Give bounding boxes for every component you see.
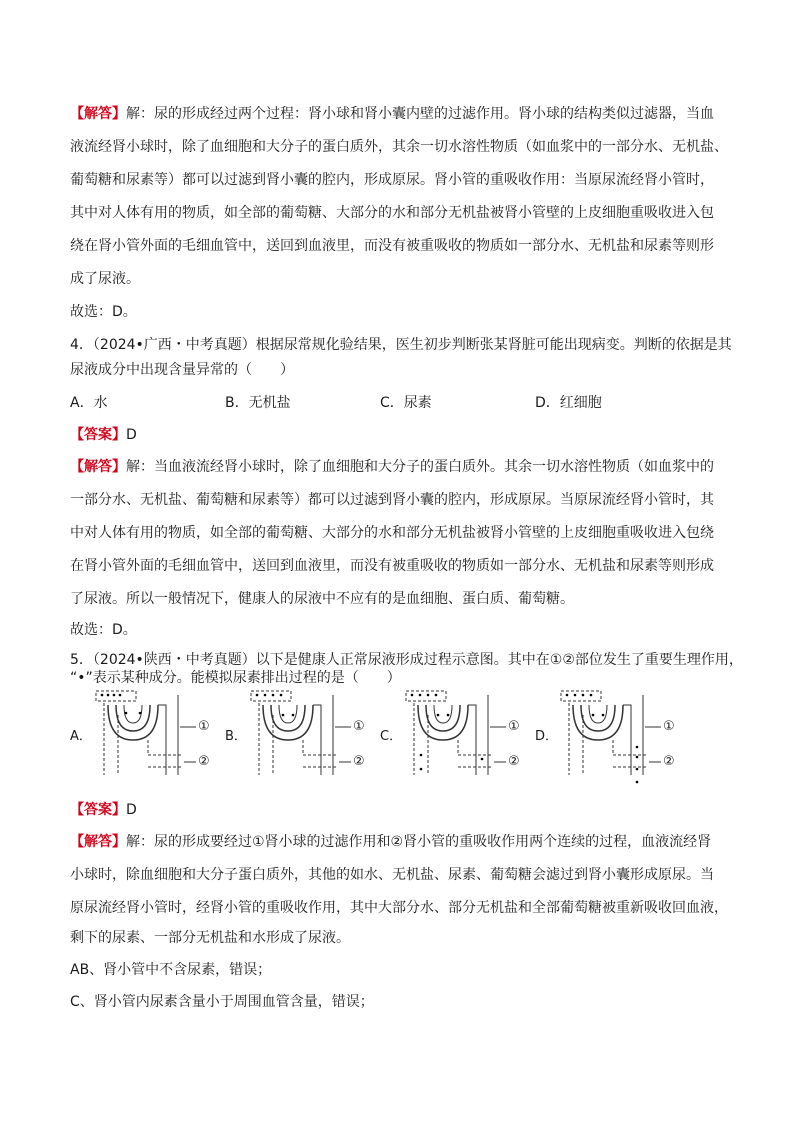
answer-tag: 【答案】 [70,802,126,818]
answer-value: D [126,427,137,443]
marker-2: ② [663,754,675,769]
explanation-line: 成了尿液。 [70,271,140,287]
explanation-line: 原尿流经肾小管时，经肾小管的重吸收作用，其中大部分水、部分无机盐和全部葡萄糖被重新吸收回血液， [70,900,728,916]
question-stem: 5．（2024•陕西・中考真题）以下是健康人正常尿液形成过程示意图。其中在①②部位发生了重要生理作用， [70,652,743,668]
marker-2: ② [198,754,210,769]
choice-line: 故选：D。 [70,622,137,638]
question-stem: 尿液成分中出现含量异常的（ ） [70,362,294,378]
explanation-text: 解：尿的形成经过两个过程：肾小球和肾小囊内壁的过滤作用。肾小球的结构类似过滤器，当血 [126,106,714,122]
explanation-line: 葡萄糖和尿素等）都可以过滤到肾小囊的腔内，形成原尿。肾小管的重吸收作用：当原尿流经肾小管时， [70,172,714,188]
marker-1: ① [198,719,210,734]
option-a: A．水 [70,395,108,411]
option-b: B．无机盐 [225,395,291,411]
explanation-tag: 【解答】 [70,459,126,475]
explanation-line [70,457,714,477]
answer-value: D [126,802,137,818]
nephron-diagram-d [553,685,683,790]
answer-line [70,800,137,820]
choice-line: 故选：D。 [70,304,137,320]
explanation-line: 在肾小管外面的毛细血管中，送回到血液里，而没有被重吸收的物质如一部分水、无机盐和尿素等则形成 [70,558,714,574]
marker-1: ① [663,719,675,734]
marker-1: ① [508,719,520,734]
option-analysis: C、肾小管内尿素含量小于周围血管含量，错误； [70,994,374,1010]
explanation-text: 解：尿的形成要经过①肾小球的过滤作用和②肾小管的重吸收作用两个连续的过程，血液流经肾 [126,834,712,850]
marker-2: ② [508,754,520,769]
explanation-line: 了尿液。所以一般情况下，健康人的尿液中不应有的是血细胞、蛋白质、葡萄糖。 [70,591,574,607]
diagram-label: C． [380,729,403,744]
explanation-line: 液流经肾小球时，除了血细胞和大分子的蛋白质外，其余一切水溶性物质（如血浆中的一部分水、无机盐、 [70,139,728,155]
explanation-tag: 【解答】 [70,834,126,850]
explanation-line: 中对人体有用的物质，如全部的葡萄糖、大部分的水和部分无机盐被肾小管壁的上皮细胞重吸收进入包绕 [70,525,714,541]
explanation-line: 绕在肾小管外面的毛细血管中，送回到血液里，而没有被重吸收的物质如一部分水、无机盐和尿素等则形 [70,238,714,254]
nephron-diagram-c [398,685,528,785]
option-c: C．尿素 [380,395,432,411]
explanation-line [70,832,711,852]
explanation-line: 小球时，除血细胞和大分子蛋白质外，其他的如水、无机盐、尿素、葡萄糖会滤过到肾小囊形成原尿。当 [70,867,714,883]
explanation-line [70,104,714,124]
explanation-tag: 【解答】 [70,106,126,122]
question-stem: 4．（2024•广西・中考真题）根据尿常规化验结果，医生初步判断张某肾脏可能出现病变。判断的依据是其 [70,337,732,353]
diagram-label: D． [535,729,559,744]
option-d: D．红细胞 [535,395,602,411]
marker-1: ① [353,719,365,734]
explanation-line: 其中对人体有用的物质，如全部的葡萄糖、大部分的水和部分无机盐被肾小管壁的上皮细胞重吸收进入包 [70,205,714,221]
explanation-line: 剩下的尿素、一部分无机盐和水形成了尿液。 [70,930,350,946]
option-analysis: AB、肾小管中不含尿素，错误； [70,962,272,978]
answer-line [70,425,137,445]
answer-tag: 【答案】 [70,427,126,443]
diagram-label: B． [225,729,247,744]
explanation-text: 解：当血液流经肾小球时，除了血细胞和大分子的蛋白质外。其余一切水溶性物质（如血浆中的 [126,459,714,475]
explanation-line: 一部分水、无机盐、葡萄糖和尿素等）都可以过滤到肾小囊的腔内，形成原尿。当原尿流经肾小管时，其 [70,492,714,508]
marker-2: ② [353,754,365,769]
question-stem: “•”表示某种成分。能模拟尿素排出过程的是（ ） [70,670,401,686]
diagram-label: A． [70,729,92,744]
